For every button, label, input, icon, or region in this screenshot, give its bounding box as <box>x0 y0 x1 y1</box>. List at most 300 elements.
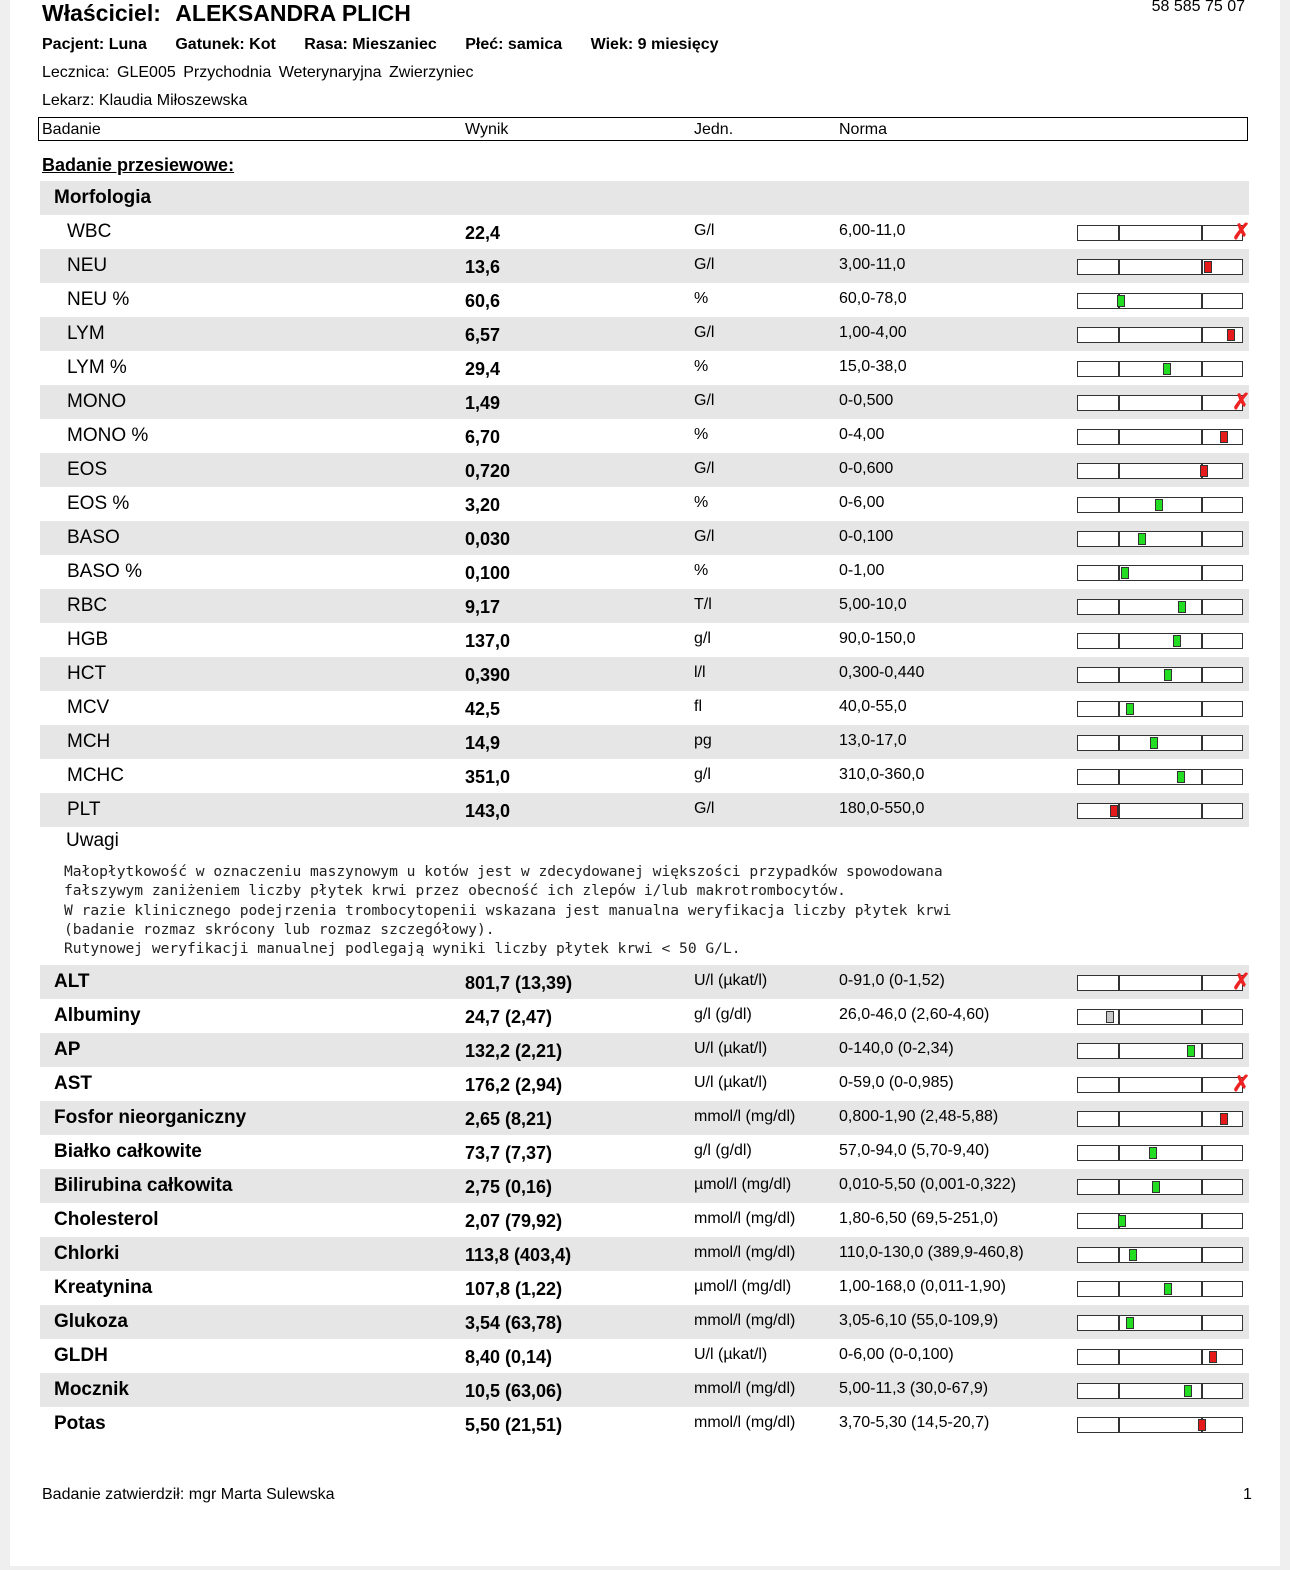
range-indicator <box>1077 219 1251 244</box>
table-row <box>40 487 1249 521</box>
range-indicator <box>1077 1145 1243 1161</box>
table-row <box>40 589 1249 623</box>
cell-name: EOS <box>67 459 108 480</box>
value-marker <box>1149 1147 1157 1159</box>
cell-unit: T/l <box>694 596 712 613</box>
cell-unit: pg <box>694 732 712 749</box>
range-tick <box>1201 531 1203 547</box>
col-unit: Jedn. <box>694 121 734 138</box>
note-line: (badanie rozmaz skrócony lub rozmaz szczegółowy). <box>64 920 495 938</box>
range-tick <box>1201 395 1203 411</box>
range-tick <box>1201 1077 1203 1093</box>
cell-unit: % <box>694 494 709 511</box>
cell-unit: g/l (g/dl) <box>694 1006 752 1023</box>
out-of-range-icon: ✗ <box>1232 1071 1251 1096</box>
cell-unit: G/l <box>694 256 715 273</box>
cell-value: 113,8 (403,4) <box>465 1245 572 1265</box>
cell-value: 801,7 (13,39) <box>465 973 573 993</box>
cell-name: GLDH <box>54 1345 108 1366</box>
cell-norm: 110,0-130,0 (389,9-460,8) <box>839 1244 1024 1261</box>
cell-name: Albuminy <box>54 1005 141 1026</box>
table-row <box>40 317 1249 351</box>
range-tick <box>1118 701 1120 717</box>
cell-value: 24,7 (2,47) <box>465 1007 553 1027</box>
cell-unit: mmol/l (mg/dl) <box>694 1414 796 1431</box>
cell-name: Chlorki <box>54 1243 120 1264</box>
range-indicator <box>1077 1383 1243 1399</box>
range-indicator <box>1077 259 1243 275</box>
cell-name: LYM <box>67 323 105 344</box>
value-marker <box>1204 261 1212 273</box>
cell-name: PLT <box>67 799 101 820</box>
cell-norm: 13,0-17,0 <box>839 732 907 749</box>
cell-value: 6,57 <box>465 325 501 345</box>
cell-norm: 0-4,00 <box>839 426 885 443</box>
cell-name: MCHC <box>67 765 124 786</box>
cell-value: 29,4 <box>465 359 501 379</box>
range-tick <box>1201 429 1203 445</box>
value-marker <box>1173 635 1181 647</box>
cell-unit: mmol/l (mg/dl) <box>694 1244 796 1261</box>
cell-name: EOS % <box>67 493 130 514</box>
col-test: Badanie <box>42 121 101 138</box>
range-indicator <box>1077 1213 1243 1229</box>
range-tick <box>1201 1179 1203 1195</box>
range-tick <box>1201 1349 1203 1365</box>
value-marker <box>1164 1283 1172 1295</box>
range-tick <box>1118 735 1120 751</box>
range-tick <box>1201 565 1203 581</box>
cell-name: AST <box>54 1073 92 1094</box>
cell-value: 3,20 <box>465 495 501 515</box>
value-marker <box>1177 771 1185 783</box>
col-result: Wynik <box>465 121 509 138</box>
value-marker <box>1227 329 1235 341</box>
cell-name: Fosfor nieorganiczny <box>54 1107 247 1128</box>
clinic-line: Lecznica: GLE005 Przychodnia Weterynaryjna Zwierzyniec <box>42 64 474 81</box>
cell-norm: 57,0-94,0 (5,70-9,40) <box>839 1142 990 1159</box>
cell-norm: 0,300-0,440 <box>839 664 925 681</box>
cell-value: 137,0 <box>465 631 511 651</box>
cell-norm: 5,00-10,0 <box>839 596 907 613</box>
range-tick <box>1118 1077 1120 1093</box>
table-row <box>40 453 1249 487</box>
value-marker <box>1121 567 1129 579</box>
cell-value: 9,17 <box>465 597 501 617</box>
range-tick <box>1118 667 1120 683</box>
range-tick <box>1118 769 1120 785</box>
cell-unit: G/l <box>694 528 715 545</box>
range-tick <box>1118 1383 1120 1399</box>
cell-name: Mocznik <box>54 1379 129 1400</box>
range-tick <box>1201 293 1203 309</box>
range-tick <box>1118 1315 1120 1331</box>
value-marker <box>1200 465 1208 477</box>
note-line: Rutynowej weryfikacji manualnej podlegają wyniki liczby płytek krwi < 50 G/L. <box>64 940 741 958</box>
range-indicator <box>1077 1111 1243 1127</box>
table-row <box>40 1407 1249 1441</box>
value-marker <box>1155 499 1163 511</box>
cell-norm: 3,70-5,30 (14,5-20,7) <box>839 1414 990 1431</box>
table-row <box>40 1305 1249 1339</box>
cell-value: 2,75 (0,16) <box>465 1177 553 1197</box>
col-norm: Norma <box>839 121 888 138</box>
range-tick <box>1201 1145 1203 1161</box>
range-indicator <box>1077 1179 1243 1195</box>
table-row <box>40 691 1249 725</box>
range-tick <box>1201 1009 1203 1025</box>
doctor-line: Lekarz: Klaudia Miłoszewska <box>42 92 248 109</box>
range-tick <box>1201 803 1203 819</box>
value-marker <box>1126 1317 1134 1329</box>
cell-value: 0,030 <box>465 529 511 549</box>
value-marker <box>1150 737 1158 749</box>
value-marker <box>1198 1419 1206 1431</box>
value-marker <box>1178 601 1186 613</box>
range-tick <box>1118 531 1120 547</box>
cell-name: MCV <box>67 697 110 718</box>
cell-norm: 0-6,00 <box>839 494 885 511</box>
cell-unit: U/l (µkat/l) <box>694 1074 768 1091</box>
range-indicator <box>1077 361 1243 377</box>
cell-value: 42,5 <box>465 699 501 719</box>
cell-value: 107,8 (1,22) <box>465 1279 563 1299</box>
range-indicator <box>1077 1315 1243 1331</box>
table-row <box>40 793 1249 827</box>
range-tick <box>1201 735 1203 751</box>
patient-age: Wiek: 9 miesięcy <box>590 36 719 53</box>
value-marker <box>1220 431 1228 443</box>
cell-name: RBC <box>67 595 108 616</box>
range-tick <box>1118 361 1120 377</box>
cell-value: 8,40 (0,14) <box>465 1347 553 1367</box>
cell-unit: l/l <box>694 664 706 681</box>
range-tick <box>1118 1247 1120 1263</box>
morphology-heading <box>40 181 1249 215</box>
table-row <box>40 1203 1249 1237</box>
report-page <box>10 0 1280 1566</box>
cell-name: HGB <box>67 629 109 650</box>
owner-label: Właściciel: <box>42 0 161 26</box>
range-indicator <box>1077 1349 1243 1365</box>
cell-norm: 1,80-6,50 (69,5-251,0) <box>839 1210 999 1227</box>
cell-name: Glukoza <box>54 1311 128 1332</box>
range-tick <box>1201 599 1203 615</box>
table-row <box>40 965 1249 999</box>
value-marker <box>1106 1011 1114 1023</box>
patient-sex: Płeć: samica <box>465 36 563 53</box>
range-tick <box>1118 565 1120 581</box>
cell-norm: 5,00-11,3 (30,0-67,9) <box>839 1380 989 1397</box>
range-tick <box>1118 1009 1120 1025</box>
cell-norm: 310,0-360,0 <box>839 766 925 783</box>
range-tick <box>1201 1213 1203 1229</box>
cell-value: 0,100 <box>465 563 511 583</box>
range-indicator <box>1077 463 1243 479</box>
table-row <box>40 657 1249 691</box>
cell-unit: G/l <box>694 324 715 341</box>
range-indicator <box>1077 293 1243 309</box>
cell-value: 2,07 (79,92) <box>465 1211 563 1231</box>
range-tick <box>1201 1043 1203 1059</box>
range-tick <box>1201 497 1203 513</box>
cell-unit: G/l <box>694 392 715 409</box>
notes-label: Uwagi <box>66 830 119 851</box>
cell-unit: % <box>694 426 709 443</box>
out-of-range-icon: ✗ <box>1232 219 1251 244</box>
cell-value: 132,2 (2,21) <box>465 1041 563 1061</box>
cell-unit: g/l <box>694 630 711 647</box>
cell-name: NEU % <box>67 289 130 310</box>
range-indicator <box>1077 1281 1243 1297</box>
cell-norm: 0-1,00 <box>839 562 885 579</box>
table-row <box>40 623 1249 657</box>
range-tick <box>1201 633 1203 649</box>
biochemistry-table <box>40 965 1249 1441</box>
cell-unit: U/l (µkat/l) <box>694 972 768 989</box>
range-tick <box>1201 701 1203 717</box>
morphology-table <box>40 181 1249 827</box>
range-tick <box>1118 1043 1120 1059</box>
cell-name: Kreatynina <box>54 1277 153 1298</box>
range-indicator <box>1077 667 1243 683</box>
approved-by: Badanie zatwierdził: mgr Marta Sulewska <box>42 1486 335 1503</box>
range-tick <box>1201 769 1203 785</box>
cell-norm: 0-6,00 (0-0,100) <box>839 1346 954 1363</box>
table-row <box>40 1169 1249 1203</box>
table-row <box>40 1237 1249 1271</box>
cell-name: MONO % <box>67 425 149 446</box>
cell-value: 0,720 <box>465 461 511 481</box>
cell-norm: 3,00-11,0 <box>839 256 906 273</box>
range-tick <box>1201 361 1203 377</box>
range-tick <box>1118 497 1120 513</box>
section-title: Badanie przesiewowe: <box>42 155 235 175</box>
cell-norm: 0-59,0 (0-0,985) <box>839 1074 954 1091</box>
out-of-range-icon: ✗ <box>1232 389 1251 414</box>
table-row <box>40 1067 1249 1101</box>
value-marker <box>1152 1181 1160 1193</box>
range-indicator <box>1077 803 1243 819</box>
cell-name: MCH <box>67 731 111 752</box>
table-row <box>40 1339 1249 1373</box>
patient-species: Gatunek: Kot <box>175 36 276 53</box>
range-indicator <box>1077 1071 1251 1096</box>
cell-name: ALT <box>54 971 90 992</box>
cell-norm: 0-91,0 (0-1,52) <box>839 972 945 989</box>
cell-unit: µmol/l (mg/dl) <box>694 1176 792 1193</box>
table-row <box>40 1101 1249 1135</box>
morphology-title: Morfologia <box>54 187 152 208</box>
cell-unit: G/l <box>694 222 715 239</box>
cell-name: NEU <box>67 255 108 276</box>
column-header <box>38 117 1248 141</box>
range-indicator <box>1077 327 1243 343</box>
note-line: fałszywym zaniżeniem liczby płytek krwi przez obecność ich zlepów i/lub makrotrombocytów. <box>64 882 846 900</box>
cell-name: Bilirubina całkowita <box>54 1175 233 1196</box>
cell-value: 10,5 (63,06) <box>465 1381 563 1401</box>
value-marker <box>1117 295 1125 307</box>
cell-value: 0,390 <box>465 665 511 685</box>
range-indicator <box>1077 1009 1243 1025</box>
range-tick <box>1201 1247 1203 1263</box>
cell-norm: 15,0-38,0 <box>839 358 907 375</box>
note-line: Małopłytkowość w oznaczeniu maszynowym u kotów jest w zdecydowanej większości przypadków spowodowana <box>64 863 943 880</box>
cell-unit: µmol/l (mg/dl) <box>694 1278 792 1295</box>
cell-unit: % <box>694 290 709 307</box>
cell-unit: U/l (µkat/l) <box>694 1040 768 1057</box>
range-tick <box>1201 1315 1203 1331</box>
range-tick <box>1118 975 1120 991</box>
cell-name: Cholesterol <box>54 1209 159 1230</box>
cell-value: 2,65 (8,21) <box>465 1109 553 1129</box>
range-tick <box>1201 225 1203 241</box>
cell-name: Białko całkowite <box>54 1141 202 1162</box>
value-marker <box>1209 1351 1217 1363</box>
table-row <box>40 1033 1249 1067</box>
cell-name: AP <box>54 1039 81 1060</box>
range-indicator <box>1077 969 1251 994</box>
range-indicator <box>1077 429 1243 445</box>
cell-value: 13,6 <box>465 257 501 277</box>
cell-unit: fl <box>694 698 702 715</box>
cell-value: 73,7 (7,37) <box>465 1143 553 1163</box>
range-tick <box>1118 1417 1120 1433</box>
value-marker <box>1110 805 1118 817</box>
table-row <box>40 999 1249 1033</box>
cell-unit: mmol/l (mg/dl) <box>694 1210 796 1227</box>
owner-name: ALEKSANDRA PLICH <box>175 0 411 26</box>
value-marker <box>1163 363 1171 375</box>
table-row <box>40 759 1249 793</box>
cell-norm: 0,800-1,90 (2,48-5,88) <box>839 1108 999 1125</box>
cell-unit: mmol/l (mg/dl) <box>694 1108 796 1125</box>
out-of-range-icon: ✗ <box>1232 969 1251 994</box>
range-indicator <box>1077 565 1243 581</box>
cell-unit: U/l (µkat/l) <box>694 1346 768 1363</box>
cell-norm: 0-0,100 <box>839 528 894 545</box>
range-indicator <box>1077 1247 1243 1263</box>
range-tick <box>1201 975 1203 991</box>
cell-name: BASO <box>67 527 120 548</box>
value-marker <box>1126 703 1134 715</box>
table-row <box>40 215 1249 249</box>
cell-value: 22,4 <box>465 223 501 243</box>
cell-norm: 0-140,0 (0-2,34) <box>839 1040 954 1057</box>
range-indicator <box>1077 769 1243 785</box>
range-tick <box>1201 327 1203 343</box>
range-indicator <box>1077 633 1243 649</box>
cell-norm: 26,0-46,0 (2,60-4,60) <box>839 1006 990 1023</box>
cell-unit: mmol/l (mg/dl) <box>694 1312 796 1329</box>
cell-unit: G/l <box>694 800 715 817</box>
phone-number: 58 585 75 07 <box>1151 0 1245 15</box>
cell-value: 143,0 <box>465 801 511 821</box>
cell-norm: 1,00-4,00 <box>839 324 907 341</box>
value-marker <box>1138 533 1146 545</box>
range-indicator <box>1077 735 1243 751</box>
cell-name: WBC <box>67 221 112 242</box>
cell-norm: 0,010-5,50 (0,001-0,322) <box>839 1176 1017 1193</box>
range-tick <box>1118 225 1120 241</box>
table-row <box>40 1271 1249 1305</box>
cell-norm: 90,0-150,0 <box>839 630 916 647</box>
cell-unit: g/l <box>694 766 711 783</box>
notes-text <box>64 862 1264 958</box>
cell-value: 176,2 (2,94) <box>465 1075 563 1095</box>
cell-value: 14,9 <box>465 733 501 753</box>
cell-name: LYM % <box>67 357 127 378</box>
range-tick <box>1118 633 1120 649</box>
table-row <box>40 1135 1249 1169</box>
table-row <box>40 385 1249 419</box>
cell-unit: % <box>694 562 709 579</box>
cell-unit: mmol/l (mg/dl) <box>694 1380 796 1397</box>
range-tick <box>1118 463 1120 479</box>
range-tick <box>1118 1145 1120 1161</box>
cell-norm: 3,05-6,10 (55,0-109,9) <box>839 1312 999 1329</box>
range-tick <box>1118 1179 1120 1195</box>
patient-breed: Rasa: Mieszaniec <box>304 36 437 53</box>
table-row <box>40 555 1249 589</box>
cell-value: 3,54 (63,78) <box>465 1313 563 1333</box>
cell-value: 6,70 <box>465 427 501 447</box>
range-indicator <box>1077 599 1243 615</box>
table-row <box>40 725 1249 759</box>
range-tick <box>1118 259 1120 275</box>
table-row <box>40 521 1249 555</box>
cell-norm: 1,00-168,0 (0,011-1,90) <box>839 1278 1006 1295</box>
patient-name: Pacjent: Luna <box>42 36 147 53</box>
cell-name: MONO <box>67 391 127 412</box>
table-row <box>40 419 1249 453</box>
range-indicator <box>1077 389 1251 414</box>
range-tick <box>1201 1281 1203 1297</box>
table-row <box>40 249 1249 283</box>
value-marker <box>1187 1045 1195 1057</box>
table-row <box>40 351 1249 385</box>
value-marker <box>1184 1385 1192 1397</box>
range-tick <box>1201 1111 1203 1127</box>
cell-value: 351,0 <box>465 767 511 787</box>
range-tick <box>1118 803 1120 819</box>
range-indicator <box>1077 1043 1243 1059</box>
range-tick <box>1118 599 1120 615</box>
patient-info <box>42 36 743 54</box>
cell-name: BASO % <box>67 561 142 582</box>
range-tick <box>1201 1383 1203 1399</box>
value-marker <box>1118 1215 1126 1227</box>
cell-norm: 40,0-55,0 <box>839 698 907 715</box>
cell-value: 60,6 <box>465 291 501 311</box>
cell-norm: 180,0-550,0 <box>839 800 925 817</box>
range-tick <box>1118 1349 1120 1365</box>
range-tick <box>1118 395 1120 411</box>
range-indicator <box>1077 1417 1243 1433</box>
range-indicator <box>1077 497 1243 513</box>
cell-unit: % <box>694 358 709 375</box>
value-marker <box>1164 669 1172 681</box>
range-tick <box>1118 1281 1120 1297</box>
range-tick <box>1118 1111 1120 1127</box>
cell-norm: 0-0,500 <box>839 392 894 409</box>
cell-norm: 60,0-78,0 <box>839 290 907 307</box>
cell-norm: 6,00-11,0 <box>839 222 906 239</box>
cell-unit: G/l <box>694 460 715 477</box>
table-row <box>40 283 1249 317</box>
range-tick <box>1118 327 1120 343</box>
cell-name: HCT <box>67 663 107 684</box>
